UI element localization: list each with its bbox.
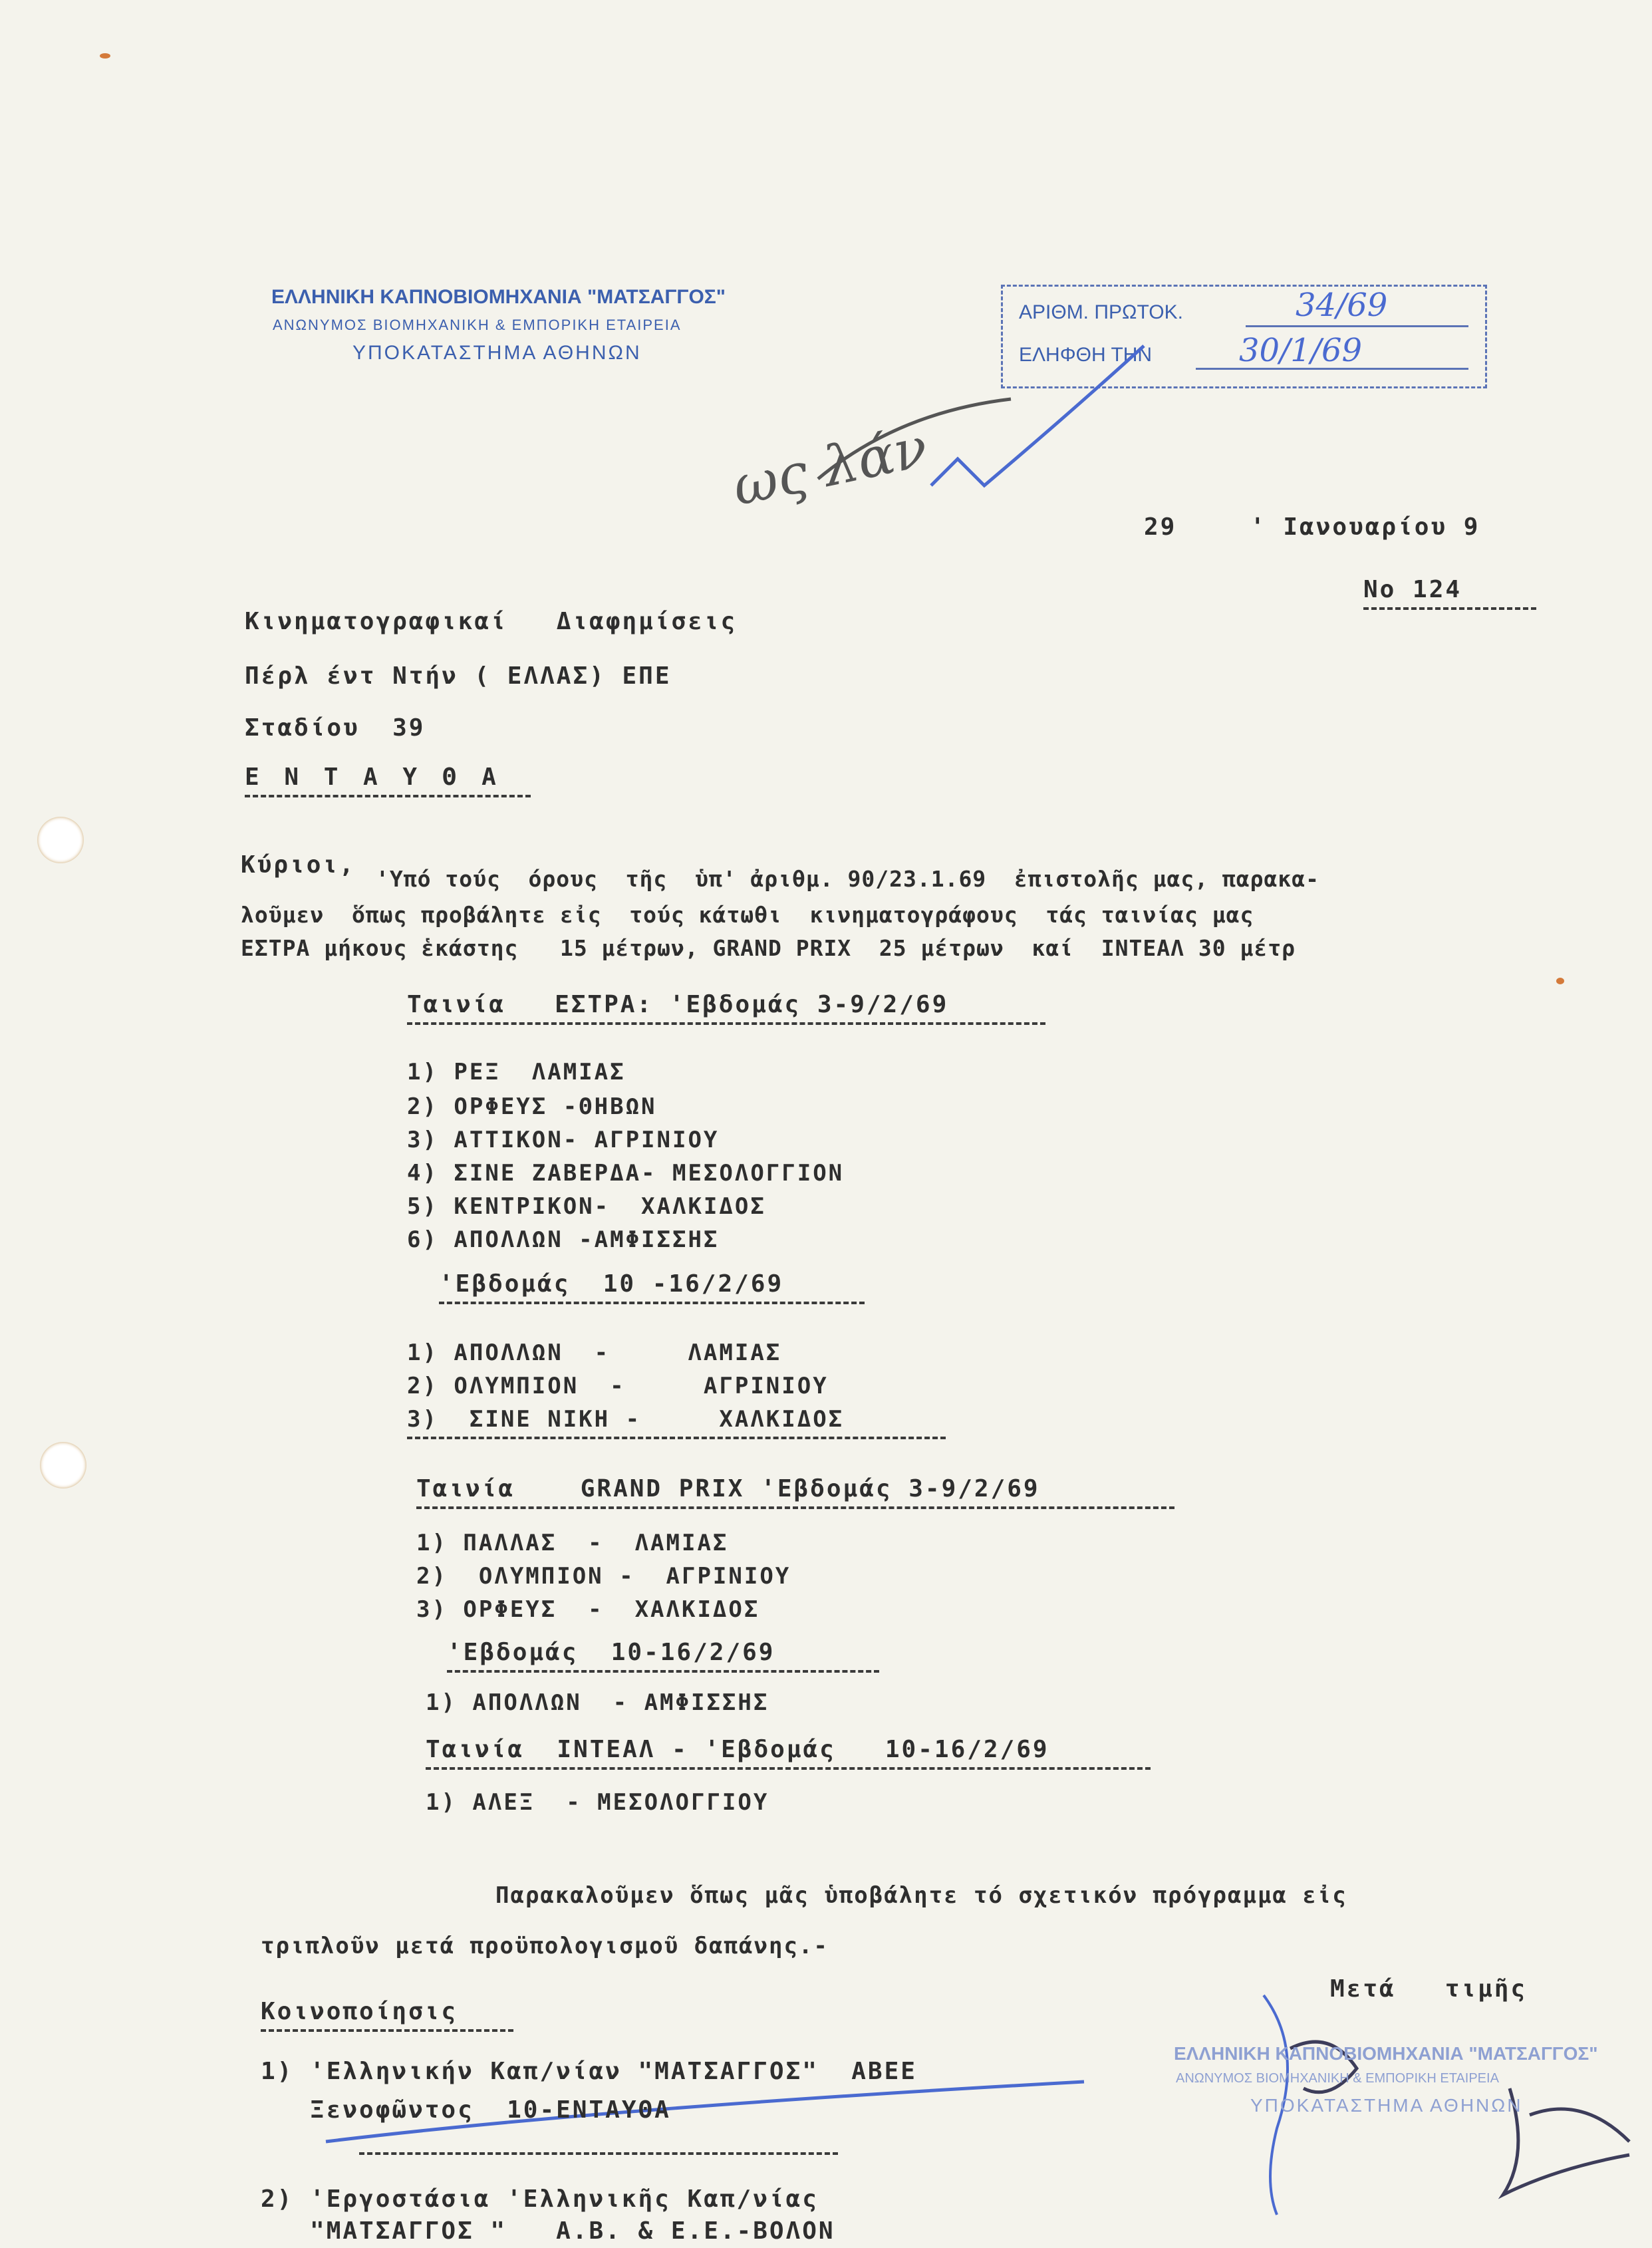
intro-line-2: λοῦμεν ὅπως προβάλητε εἰς τούς κάτωθι κινηματογράφους τάς ταινίας μας xyxy=(241,902,1254,928)
section-estra-week2-heading: 'Εβδομάς 10 -16/2/69 xyxy=(439,1270,865,1304)
recipient-line-4: Ε Ν Τ Α Υ Θ Α xyxy=(245,764,531,797)
section-grandprix-week1-heading: Ταινία GRAND PRIX 'Εβδομάς 3-9/2/69 xyxy=(416,1475,1174,1509)
intro-line-1: 'Υπό τούς όρους τῆς ὑπ' ἀριθμ. 90/23.1.69 ἐπιστολῆς μας, παρακα- xyxy=(376,866,1320,892)
letterhead-subtitle: ΑΝΩΝΥΜΟΣ ΒΙΟΜΗΧΑΝΙΚΗ & ΕΜΠΟΡΙΚΗ ΕΤΑΙΡΕΙΑ xyxy=(273,317,682,333)
date-month-year: ' Ιανουαρίου 9 xyxy=(1250,513,1480,541)
recipient-line-3: Σταδίου 39 xyxy=(245,714,426,742)
cc-heading: Κοινοποίησις xyxy=(261,1998,513,2032)
signature-stamp-subtitle: ΑΝΩΝΥΜΟΣ ΒΙΟΜΗΧΑΝΙΚΗ & ΕΜΠΟΡΙΚΗ ΕΤΑΙΡΕΙΑ xyxy=(1176,2071,1499,2086)
section-grandprix-week2-heading: 'Εβδομάς 10-16/2/69 xyxy=(447,1639,879,1673)
cc-item-2-line-1: 2) 'Εργοστάσια 'Ελληνικῆς Καπ/νίας xyxy=(261,2185,819,2213)
closing-request-line-1: Παρακαλοῦμεν ὅπως μᾶς ὑποβάλητε τό σχετικόν πρόγραμμα εἰς xyxy=(495,1882,1347,1909)
recipient-line-1: Κινηματογραφικαί Διαφημίσεις xyxy=(245,608,738,635)
cc-divider xyxy=(359,2152,838,2155)
cc-item-2-line-2: "ΜΑΤΣΑΓΓΟΣ " Α.Β. & Ε.Ε.-ΒΟΛΟΝ xyxy=(261,2217,835,2245)
handwritten-note: ως λάν xyxy=(727,416,933,519)
salutation: Κύριοι, xyxy=(241,851,356,879)
handwriting-stroke xyxy=(818,399,1011,479)
regards: Μετά τιμῆς xyxy=(1330,1975,1528,2003)
recipient-line-2: Πέρλ έντ Ντήν ( ΕΛΛΑΣ) ΕΠΕ xyxy=(245,662,672,690)
list-item: 3) ΟΡΦΕΥΣ - ΧΑΛΚΙΔΟΣ xyxy=(416,1596,760,1623)
letterhead-company: ΕΛΛΗΝΙΚΗ ΚΑΠΝΟΒΙΟΜΗΧΑΝΙΑ "ΜΑΤΣΑΓΓΟΣ" xyxy=(271,286,726,308)
list-item: 2) ΟΛΥΜΠΙΟΝ - ΑΓΡΙΝΙΟΥ xyxy=(416,1563,791,1590)
list-item: 3) ΑΤΤΙΚΟΝ- ΑΓΡΙΝΙΟΥ xyxy=(407,1127,720,1153)
list-item: 2) ΟΡΦΕΥΣ -ΘΗΒΩΝ xyxy=(407,1093,657,1120)
signature-stamp-company: ΕΛΛΗΝΙΚΗ ΚΑΠΝΟΒΙΟΜΗΧΑΝΙΑ "ΜΑΤΣΑΓΓΟΣ" xyxy=(1174,2043,1598,2064)
section-estra-week1-heading: Ταινία ΕΣΤΡΑ: 'Εβδομάς 3-9/2/69 xyxy=(407,991,1045,1025)
protocol-number-label: ΑΡΙΘΜ. ΠΡΩΤΟΚ. xyxy=(1019,301,1183,323)
protocol-received-label: ΕΛΗΦΘΗ ΤΗΝ xyxy=(1019,344,1153,366)
letterhead-branch: ΥΠΟΚΑΤΑΣΤΗΜΑ ΑΘΗΝΩΝ xyxy=(352,342,642,364)
protocol-number-value: 34/69 xyxy=(1296,287,1388,324)
list-item: 1) ΑΠΟΛΛΩΝ - ΑΜΦΙΣΣΗΣ xyxy=(426,1689,769,1716)
list-item: 4) ΣΙΝΕ ΖΑΒΕΡΔΑ- ΜΕΣΟΛΟΓΓΙΟΝ xyxy=(407,1160,845,1187)
list-item: 1) ΑΠΟΛΛΩΝ - ΛΑΜΙΑΣ xyxy=(407,1339,782,1366)
date-day: 29 xyxy=(1144,513,1177,541)
protocol-received-value: 30/1/69 xyxy=(1239,332,1363,369)
signature-stamp-branch: ΥΠΟΚΑΤΑΣΤΗΜΑ ΑΘΗΝΩΝ xyxy=(1250,2095,1523,2116)
pen-check-mark xyxy=(931,346,1144,486)
cc-item-1-line-1: 1) 'Ελληνικήν Καπ/νίαν "ΜΑΤΣΑΓΓΟΣ" ΑΒΕΕ xyxy=(261,2058,917,2085)
list-item: 1) ΠΑΛΛΑΣ - ΛΑΜΙΑΣ xyxy=(416,1530,729,1556)
list-item: 1) ΑΛΕΞ - ΜΕΣΟΛΟΓΓΙΟΥ xyxy=(426,1789,769,1816)
list-item: 2) ΟΛΥΜΠΙΟΝ - ΑΓΡΙΝΙΟΥ xyxy=(407,1373,829,1399)
cc-item-1-line-2: Ξενοφῶντος 10-ΕΝΤΑΥΘΑ xyxy=(261,2096,671,2124)
list-item: 1) ΡΕΞ ΛΑΜΙΑΣ xyxy=(407,1059,626,1085)
closing-request-line-2: τριπλοῦν μετά προϋπολογισμοῦ δαπάνης.- xyxy=(261,1933,829,1959)
intro-line-3: ΕΣΤΡΑ μήκους ἑκάστης 15 μέτρων, GRAND PRIX 25 μέτρων καί ΙΝΤΕΑΛ 30 μέτρ xyxy=(241,935,1296,961)
list-item: 5) ΚΕΝΤΡΙΚΟΝ- ΧΑΛΚΙΔΟΣ xyxy=(407,1193,766,1220)
section-inteal-heading: Ταινία ΙΝΤΕΑΛ - 'Εβδομάς 10-16/2/69 xyxy=(426,1736,1151,1770)
reference-number: Νο 124 xyxy=(1363,576,1536,610)
list-item: 6) ΑΠΟΛΛΩΝ -ΑΜΦΙΣΣΗΣ xyxy=(407,1226,720,1253)
list-item: 3) ΣΙΝΕ ΝΙΚΗ - ΧΑΛΚΙΔΟΣ xyxy=(407,1406,946,1439)
